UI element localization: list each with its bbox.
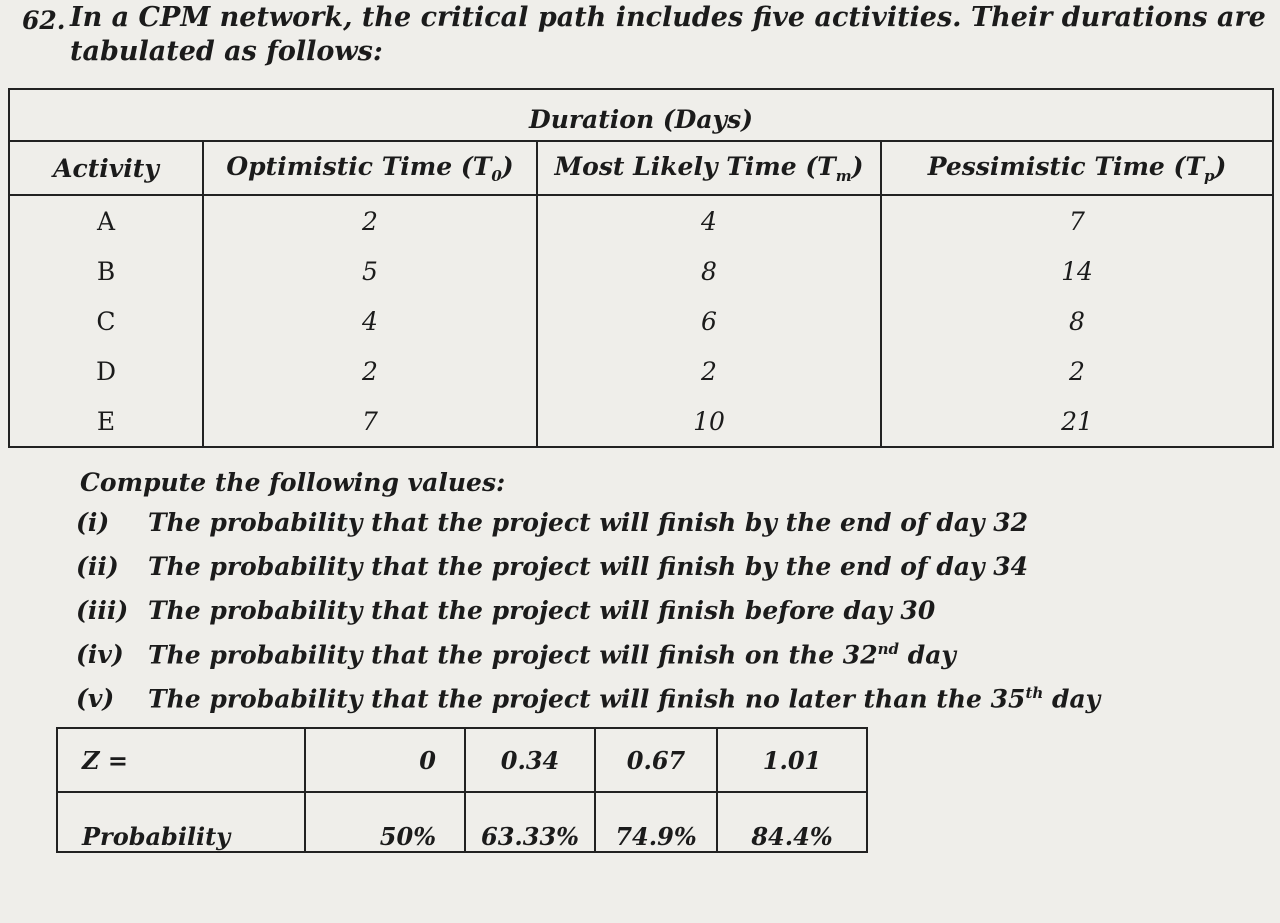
pessimistic-cell: 14 [881, 246, 1273, 296]
z-value-cell: 0.67 [595, 728, 717, 792]
sub-question-list [76, 508, 1100, 728]
list-item [76, 684, 1100, 728]
activity-cell: B [96, 256, 116, 286]
optimistic-cell: 5 [203, 246, 537, 296]
duration-table [8, 88, 1274, 448]
table-row [9, 195, 1273, 246]
question-number: 62. [22, 6, 66, 35]
z-label: Z = [57, 728, 305, 792]
col-header-activity: Activity [9, 141, 203, 195]
pessimistic-cell: 8 [881, 296, 1273, 346]
pessimistic-cell: 7 [881, 195, 1273, 246]
item-index: (ii) [76, 552, 119, 581]
list-item [76, 596, 1100, 640]
question-text-line-2: tabulated as follows: [70, 36, 383, 67]
z-probability-table [56, 727, 868, 853]
most-likely-cell: 6 [537, 296, 881, 346]
most-likely-cell: 10 [537, 396, 881, 447]
item-index: (iii) [76, 596, 129, 625]
activity-cell: D [95, 356, 117, 386]
most-likely-cell: 4 [537, 195, 881, 246]
activity-cell: C [96, 306, 116, 336]
table-row [57, 728, 867, 792]
col-header-pessimistic: Pessimistic Time $(T_p)$ [881, 141, 1273, 195]
table-row [9, 296, 1273, 346]
table-row [9, 346, 1273, 396]
list-item [76, 508, 1100, 552]
activity-cell: E [9, 396, 203, 447]
table-row [57, 792, 867, 852]
col-header-optimistic: Optimistic Time $(T_0)$ [203, 141, 537, 195]
probability-label: Probability [57, 792, 305, 852]
probability-cell: 50% [305, 792, 465, 852]
item-text: The probability that the project will finish no later than the 35 [148, 684, 1026, 714]
z-value-cell: 1.01 [717, 728, 867, 792]
compute-heading: Compute the following values: [80, 468, 506, 497]
list-item [76, 552, 1100, 596]
item-index: (i) [76, 508, 110, 537]
duration-group-header: Duration (Days) [9, 98, 1273, 141]
activity-cell: A [96, 206, 116, 236]
item-tail: day [899, 640, 956, 670]
item-index: (v) [76, 684, 115, 714]
optimistic-cell: 4 [203, 296, 537, 346]
item-tail: day [1043, 684, 1101, 714]
probability-cell: 74.9% [595, 792, 717, 852]
item-text: The probability that the project will finish by the end of day 32 [148, 508, 1029, 537]
optimistic-cell: 7 [203, 396, 537, 447]
ordinal-suffix: th [1025, 684, 1044, 702]
table-row [9, 396, 1273, 447]
probability-cell: 84.4% [717, 792, 867, 852]
table-row [9, 246, 1273, 296]
most-likely-cell: 8 [537, 246, 881, 296]
z-value-cell: 0 [305, 728, 465, 792]
ordinal-suffix: nd [877, 640, 900, 658]
item-index: (iv) [76, 640, 124, 670]
item-text: The probability that the project will finish by the end of day 34 [148, 552, 1029, 581]
probability-cell: 63.33% [465, 792, 595, 852]
pessimistic-cell: 2 [881, 346, 1273, 396]
z-value-cell: 0.34 [465, 728, 595, 792]
optimistic-cell: 2 [203, 346, 537, 396]
item-text: The probability that the project will finish before day 30 [148, 596, 936, 625]
col-header-most-likely: Most Likely Time $(T_m)$ [537, 141, 881, 195]
question-text-line-1: In a CPM network, the critical path includes five activities. Their durations are [70, 2, 1266, 33]
pessimistic-cell: 21 [881, 396, 1273, 447]
most-likely-cell: 2 [537, 346, 881, 396]
optimistic-cell: 2 [203, 195, 537, 246]
list-item [76, 640, 1100, 684]
item-text: The probability that the project will finish on the 32 [148, 640, 878, 670]
